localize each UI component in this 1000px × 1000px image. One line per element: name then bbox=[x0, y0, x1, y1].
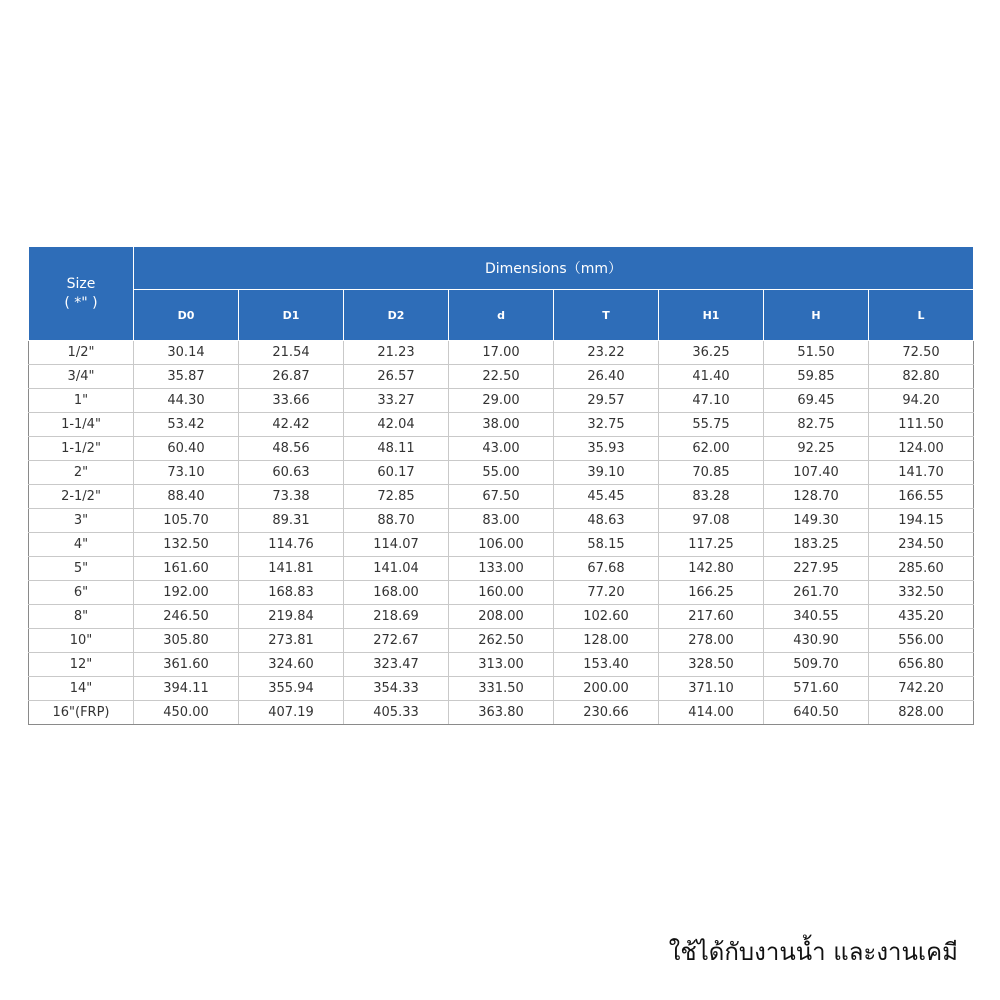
value-cell: 73.10 bbox=[134, 461, 239, 485]
value-cell: 194.15 bbox=[869, 509, 974, 533]
value-cell: 72.85 bbox=[344, 485, 449, 509]
value-cell: 133.00 bbox=[449, 557, 554, 581]
size-cell: 3" bbox=[29, 509, 134, 533]
value-cell: 234.50 bbox=[869, 533, 974, 557]
value-cell: 69.45 bbox=[764, 389, 869, 413]
table-row bbox=[29, 389, 974, 413]
column-header-d1: D1 bbox=[239, 290, 344, 341]
value-cell: 262.50 bbox=[449, 629, 554, 653]
table-row bbox=[29, 485, 974, 509]
value-cell: 102.60 bbox=[554, 605, 659, 629]
value-cell: 371.10 bbox=[659, 677, 764, 701]
table-row bbox=[29, 653, 974, 677]
value-cell: 59.85 bbox=[764, 365, 869, 389]
value-cell: 35.87 bbox=[134, 365, 239, 389]
value-cell: 26.40 bbox=[554, 365, 659, 389]
size-cell: 1-1/4" bbox=[29, 413, 134, 437]
table-row bbox=[29, 581, 974, 605]
value-cell: 94.20 bbox=[869, 389, 974, 413]
value-cell: 47.10 bbox=[659, 389, 764, 413]
table-row bbox=[29, 437, 974, 461]
value-cell: 29.57 bbox=[554, 389, 659, 413]
value-cell: 97.08 bbox=[659, 509, 764, 533]
column-header-h1: H1 bbox=[659, 290, 764, 341]
value-cell: 324.60 bbox=[239, 653, 344, 677]
value-cell: 70.85 bbox=[659, 461, 764, 485]
size-header-unit: ( *" ) bbox=[64, 294, 98, 311]
value-cell: 219.84 bbox=[239, 605, 344, 629]
value-cell: 35.93 bbox=[554, 437, 659, 461]
value-cell: 332.50 bbox=[869, 581, 974, 605]
table-row bbox=[29, 605, 974, 629]
value-cell: 26.87 bbox=[239, 365, 344, 389]
value-cell: 26.57 bbox=[344, 365, 449, 389]
value-cell: 45.45 bbox=[554, 485, 659, 509]
value-cell: 88.40 bbox=[134, 485, 239, 509]
value-cell: 227.95 bbox=[764, 557, 869, 581]
value-cell: 132.50 bbox=[134, 533, 239, 557]
value-cell: 230.66 bbox=[554, 701, 659, 725]
value-cell: 53.42 bbox=[134, 413, 239, 437]
value-cell: 60.63 bbox=[239, 461, 344, 485]
value-cell: 114.07 bbox=[344, 533, 449, 557]
table-row bbox=[29, 533, 974, 557]
value-cell: 192.00 bbox=[134, 581, 239, 605]
value-cell: 30.14 bbox=[134, 341, 239, 365]
value-cell: 117.25 bbox=[659, 533, 764, 557]
value-cell: 107.40 bbox=[764, 461, 869, 485]
value-cell: 67.68 bbox=[554, 557, 659, 581]
column-header-l: L bbox=[869, 290, 974, 341]
value-cell: 60.40 bbox=[134, 437, 239, 461]
column-header-d0: D0 bbox=[134, 290, 239, 341]
value-cell: 272.67 bbox=[344, 629, 449, 653]
value-cell: 509.70 bbox=[764, 653, 869, 677]
value-cell: 42.42 bbox=[239, 413, 344, 437]
size-cell: 16"(FRP) bbox=[29, 701, 134, 725]
size-cell: 5" bbox=[29, 557, 134, 581]
value-cell: 142.80 bbox=[659, 557, 764, 581]
value-cell: 141.70 bbox=[869, 461, 974, 485]
size-cell: 12" bbox=[29, 653, 134, 677]
value-cell: 83.00 bbox=[449, 509, 554, 533]
value-cell: 89.31 bbox=[239, 509, 344, 533]
value-cell: 405.33 bbox=[344, 701, 449, 725]
value-cell: 394.11 bbox=[134, 677, 239, 701]
value-cell: 55.75 bbox=[659, 413, 764, 437]
size-cell: 6" bbox=[29, 581, 134, 605]
value-cell: 278.00 bbox=[659, 629, 764, 653]
value-cell: 92.25 bbox=[764, 437, 869, 461]
value-cell: 124.00 bbox=[869, 437, 974, 461]
value-cell: 285.60 bbox=[869, 557, 974, 581]
table-header-row bbox=[29, 247, 974, 290]
value-cell: 33.27 bbox=[344, 389, 449, 413]
table-row bbox=[29, 413, 974, 437]
value-cell: 571.60 bbox=[764, 677, 869, 701]
value-cell: 29.00 bbox=[449, 389, 554, 413]
value-cell: 363.80 bbox=[449, 701, 554, 725]
value-cell: 23.22 bbox=[554, 341, 659, 365]
value-cell: 128.70 bbox=[764, 485, 869, 509]
value-cell: 828.00 bbox=[869, 701, 974, 725]
size-cell: 4" bbox=[29, 533, 134, 557]
value-cell: 62.00 bbox=[659, 437, 764, 461]
value-cell: 21.54 bbox=[239, 341, 344, 365]
value-cell: 328.50 bbox=[659, 653, 764, 677]
value-cell: 82.75 bbox=[764, 413, 869, 437]
column-header-h: H bbox=[764, 290, 869, 341]
value-cell: 22.50 bbox=[449, 365, 554, 389]
value-cell: 168.83 bbox=[239, 581, 344, 605]
value-cell: 42.04 bbox=[344, 413, 449, 437]
value-cell: 33.66 bbox=[239, 389, 344, 413]
size-cell: 14" bbox=[29, 677, 134, 701]
size-cell: 1" bbox=[29, 389, 134, 413]
value-cell: 77.20 bbox=[554, 581, 659, 605]
value-cell: 313.00 bbox=[449, 653, 554, 677]
value-cell: 41.40 bbox=[659, 365, 764, 389]
value-cell: 88.70 bbox=[344, 509, 449, 533]
value-cell: 44.30 bbox=[134, 389, 239, 413]
value-cell: 208.00 bbox=[449, 605, 554, 629]
value-cell: 355.94 bbox=[239, 677, 344, 701]
table-body bbox=[29, 341, 974, 725]
value-cell: 82.80 bbox=[869, 365, 974, 389]
value-cell: 166.25 bbox=[659, 581, 764, 605]
value-cell: 32.75 bbox=[554, 413, 659, 437]
value-cell: 183.25 bbox=[764, 533, 869, 557]
value-cell: 168.00 bbox=[344, 581, 449, 605]
value-cell: 153.40 bbox=[554, 653, 659, 677]
value-cell: 39.10 bbox=[554, 461, 659, 485]
value-cell: 48.11 bbox=[344, 437, 449, 461]
value-cell: 73.38 bbox=[239, 485, 344, 509]
value-cell: 340.55 bbox=[764, 605, 869, 629]
value-cell: 218.69 bbox=[344, 605, 449, 629]
table-row bbox=[29, 701, 974, 725]
dimensions-table bbox=[28, 246, 974, 725]
table-row bbox=[29, 629, 974, 653]
dimensions-header: Dimensions（mm） bbox=[134, 247, 974, 290]
value-cell: 106.00 bbox=[449, 533, 554, 557]
value-cell: 21.23 bbox=[344, 341, 449, 365]
column-header-t: T bbox=[554, 290, 659, 341]
size-header-label: Size bbox=[66, 275, 96, 292]
value-cell: 430.90 bbox=[764, 629, 869, 653]
column-header-d2: D2 bbox=[344, 290, 449, 341]
value-cell: 48.56 bbox=[239, 437, 344, 461]
value-cell: 273.81 bbox=[239, 629, 344, 653]
value-cell: 435.20 bbox=[869, 605, 974, 629]
value-cell: 83.28 bbox=[659, 485, 764, 509]
value-cell: 161.60 bbox=[134, 557, 239, 581]
value-cell: 640.50 bbox=[764, 701, 869, 725]
value-cell: 261.70 bbox=[764, 581, 869, 605]
value-cell: 217.60 bbox=[659, 605, 764, 629]
value-cell: 305.80 bbox=[134, 629, 239, 653]
size-cell: 1-1/2" bbox=[29, 437, 134, 461]
value-cell: 43.00 bbox=[449, 437, 554, 461]
size-header bbox=[29, 247, 134, 341]
value-cell: 36.25 bbox=[659, 341, 764, 365]
size-cell: 10" bbox=[29, 629, 134, 653]
value-cell: 72.50 bbox=[869, 341, 974, 365]
value-cell: 742.20 bbox=[869, 677, 974, 701]
table-row bbox=[29, 677, 974, 701]
size-cell: 3/4" bbox=[29, 365, 134, 389]
value-cell: 141.04 bbox=[344, 557, 449, 581]
value-cell: 200.00 bbox=[554, 677, 659, 701]
value-cell: 60.17 bbox=[344, 461, 449, 485]
footer-note: ใช้ได้กับงานน้ำ และงานเคมี bbox=[668, 938, 958, 966]
value-cell: 414.00 bbox=[659, 701, 764, 725]
value-cell: 141.81 bbox=[239, 557, 344, 581]
size-cell: 2-1/2" bbox=[29, 485, 134, 509]
value-cell: 114.76 bbox=[239, 533, 344, 557]
value-cell: 331.50 bbox=[449, 677, 554, 701]
value-cell: 51.50 bbox=[764, 341, 869, 365]
value-cell: 166.55 bbox=[869, 485, 974, 509]
value-cell: 354.33 bbox=[344, 677, 449, 701]
size-cell: 1/2" bbox=[29, 341, 134, 365]
value-cell: 55.00 bbox=[449, 461, 554, 485]
value-cell: 556.00 bbox=[869, 629, 974, 653]
size-cell: 8" bbox=[29, 605, 134, 629]
value-cell: 323.47 bbox=[344, 653, 449, 677]
table-row bbox=[29, 365, 974, 389]
column-header-d: d bbox=[449, 290, 554, 341]
value-cell: 656.80 bbox=[869, 653, 974, 677]
value-cell: 17.00 bbox=[449, 341, 554, 365]
value-cell: 149.30 bbox=[764, 509, 869, 533]
value-cell: 48.63 bbox=[554, 509, 659, 533]
table-row bbox=[29, 509, 974, 533]
value-cell: 246.50 bbox=[134, 605, 239, 629]
value-cell: 111.50 bbox=[869, 413, 974, 437]
value-cell: 58.15 bbox=[554, 533, 659, 557]
size-cell: 2" bbox=[29, 461, 134, 485]
column-header-row bbox=[29, 290, 974, 341]
value-cell: 67.50 bbox=[449, 485, 554, 509]
table-row bbox=[29, 557, 974, 581]
value-cell: 38.00 bbox=[449, 413, 554, 437]
value-cell: 160.00 bbox=[449, 581, 554, 605]
table-row bbox=[29, 461, 974, 485]
value-cell: 407.19 bbox=[239, 701, 344, 725]
value-cell: 128.00 bbox=[554, 629, 659, 653]
value-cell: 361.60 bbox=[134, 653, 239, 677]
value-cell: 105.70 bbox=[134, 509, 239, 533]
value-cell: 450.00 bbox=[134, 701, 239, 725]
table-row bbox=[29, 341, 974, 365]
